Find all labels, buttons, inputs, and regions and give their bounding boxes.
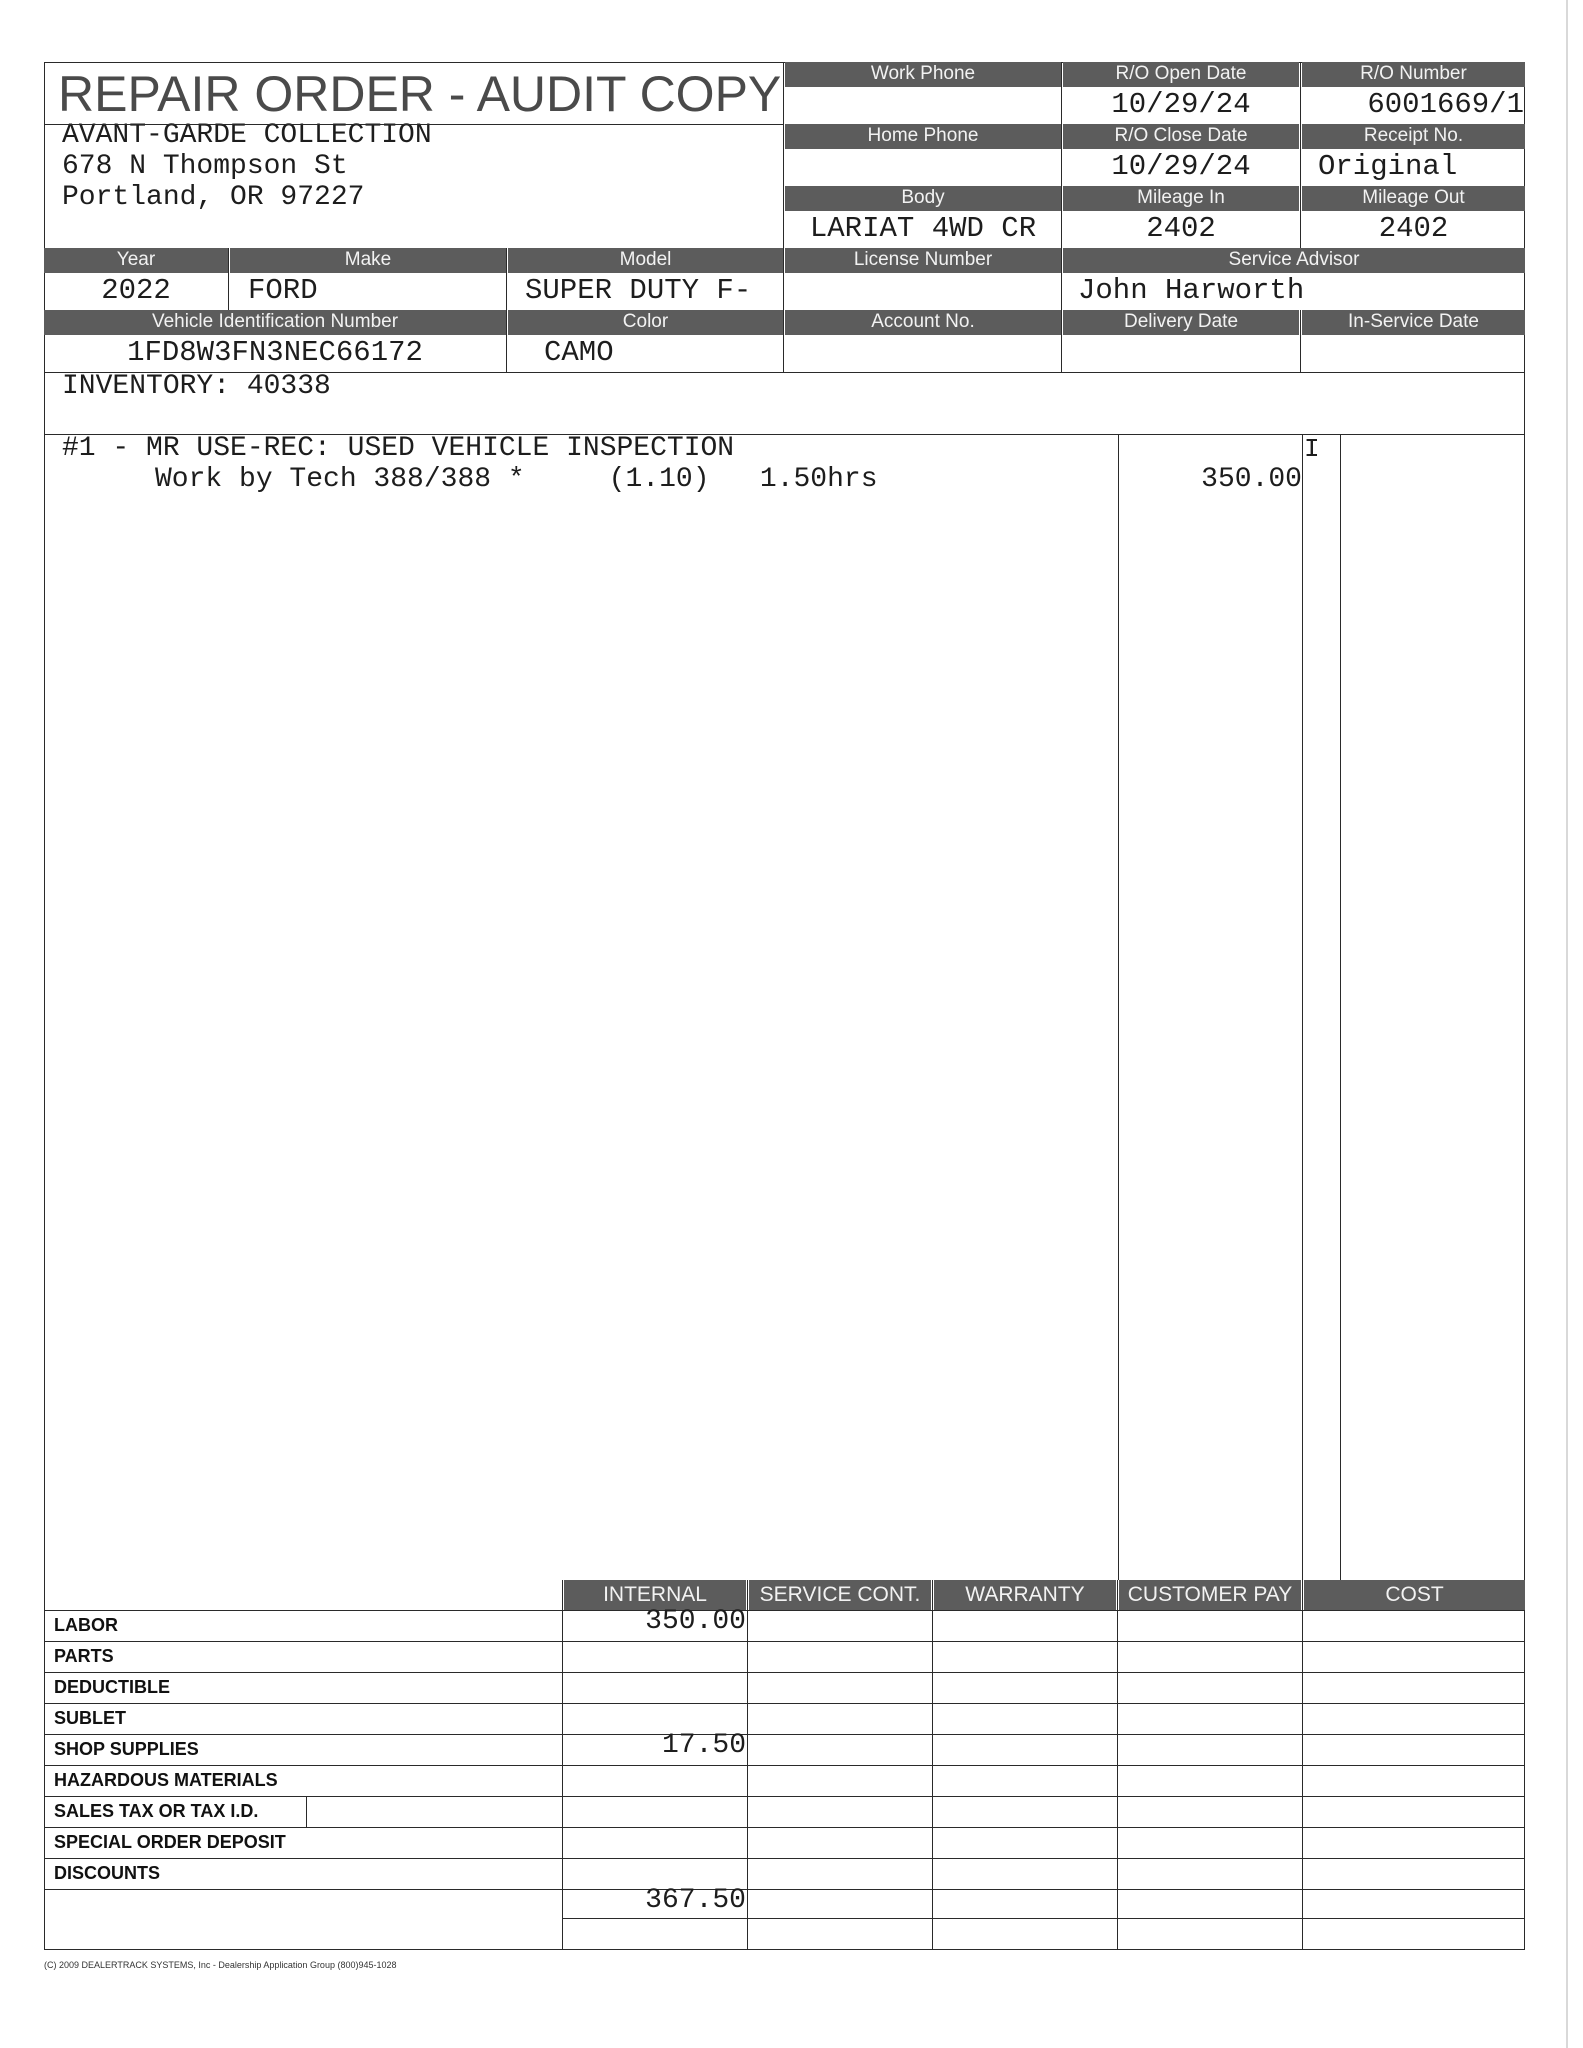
color-value: CAMO — [544, 336, 614, 369]
body-value: LARIAT 4WD CR — [809, 212, 1037, 245]
header-account-no: Account No. — [785, 310, 1061, 335]
dealer-street: 678 N Thompson St — [62, 151, 348, 182]
service-advisor-value: John Harworth — [1078, 274, 1305, 307]
totals-header-warranty: WARRANTY — [934, 1580, 1116, 1610]
job-amount: 350.00 — [1201, 464, 1302, 495]
header-ro-number: R/O Number — [1302, 62, 1525, 87]
row-label-sales-tax: SALES TAX OR TAX I.D. — [54, 1801, 259, 1821]
header-model: Model — [508, 248, 783, 273]
grid-line — [1340, 434, 1341, 1580]
totals-header-internal: INTERNAL — [564, 1580, 746, 1610]
internal-grand-total: 367.50 — [645, 1885, 746, 1916]
inventory-line: INVENTORY: 40338 — [62, 371, 331, 402]
grid-line — [1300, 62, 1301, 248]
grid-line — [1302, 1580, 1303, 1950]
grid-line — [747, 1580, 748, 1950]
year-value: 2022 — [101, 274, 171, 307]
form-title: REPAIR ORDER - AUDIT COPY — [58, 66, 782, 122]
row-label-special-order-deposit: SPECIAL ORDER DEPOSIT — [54, 1832, 286, 1852]
header-license-number: License Number — [785, 248, 1061, 273]
mileage-in-value: 2402 — [1146, 212, 1216, 245]
row-label-parts: PARTS — [54, 1646, 114, 1666]
mileage-out-value: 2402 — [1378, 212, 1449, 245]
grid-line — [306, 1796, 307, 1827]
header-ro-open-date: R/O Open Date — [1063, 62, 1299, 87]
receipt-no-value: Original — [1318, 150, 1458, 183]
totals-header-customer-pay: CUSTOMER PAY — [1119, 1580, 1301, 1610]
ro-open-date-value: 10/29/24 — [1111, 88, 1251, 121]
internal-shop-supplies-value: 17.50 — [661, 1730, 746, 1761]
header-ro-close-date: R/O Close Date — [1063, 124, 1299, 149]
grid-line — [506, 248, 507, 372]
grid-line — [1117, 1580, 1118, 1950]
grid-line — [932, 1580, 933, 1950]
dealer-city: Portland, OR 97227 — [62, 182, 365, 213]
header-delivery-date: Delivery Date — [1063, 310, 1299, 335]
scan-edge — [1566, 0, 1568, 2048]
header-body: Body — [785, 186, 1061, 211]
header-vin: Vehicle Identification Number — [44, 310, 506, 335]
header-mileage-in: Mileage In — [1063, 186, 1299, 211]
header-receipt-no: Receipt No. — [1302, 124, 1525, 149]
grid-line — [44, 124, 784, 125]
header-color: Color — [508, 310, 783, 335]
grid-line — [228, 248, 229, 310]
row-label-hazardous-materials: HAZARDOUS MATERIALS — [54, 1770, 278, 1790]
internal-labor-value: 350.00 — [645, 1606, 746, 1637]
job-description: #1 - MR USE-REC: USED VEHICLE INSPECTION — [62, 433, 735, 464]
header-service-advisor: Service Advisor — [1063, 248, 1525, 273]
row-label-sublet: SUBLET — [54, 1708, 126, 1728]
ro-close-date-value: 10/29/24 — [1111, 150, 1251, 183]
grid-line — [1061, 62, 1062, 372]
grid-line — [783, 62, 784, 372]
row-label-deductible: DEDUCTIBLE — [54, 1677, 170, 1697]
row-label-labor: LABOR — [54, 1615, 118, 1635]
copyright-footer: (C) 2009 DEALERTRACK SYSTEMS, Inc - Dealership Application Group (800)945-1028 — [44, 1960, 397, 1970]
row-label-shop-supplies: SHOP SUPPLIES — [54, 1739, 199, 1759]
grid-line — [1300, 310, 1301, 372]
make-value: FORD — [248, 274, 318, 307]
header-home-phone: Home Phone — [785, 124, 1061, 149]
job-pay-code: I — [1304, 434, 1320, 464]
header-year: Year — [44, 248, 228, 273]
model-value: SUPER DUTY F- — [525, 274, 752, 307]
header-mileage-out: Mileage Out — [1302, 186, 1525, 211]
grid-line — [1118, 434, 1119, 1580]
grid-line — [1302, 434, 1303, 1580]
job-tech-line: Work by Tech 388/388 * (1.10) 1.50hrs — [155, 464, 878, 495]
header-work-phone: Work Phone — [785, 62, 1061, 87]
row-label-discounts: DISCOUNTS — [54, 1863, 161, 1883]
ro-number-value: 6001669/1 — [1367, 88, 1524, 121]
header-make: Make — [230, 248, 506, 273]
totals-header-cost: COST — [1304, 1580, 1525, 1610]
header-in-service-date: In-Service Date — [1302, 310, 1525, 335]
grid-line — [562, 1918, 1525, 1919]
totals-header-service-contract: SERVICE CONT. — [749, 1580, 931, 1610]
dealer-name: AVANT-GARDE COLLECTION — [62, 120, 432, 151]
vin-value: 1FD8W3FN3NEC66172 — [127, 336, 423, 369]
